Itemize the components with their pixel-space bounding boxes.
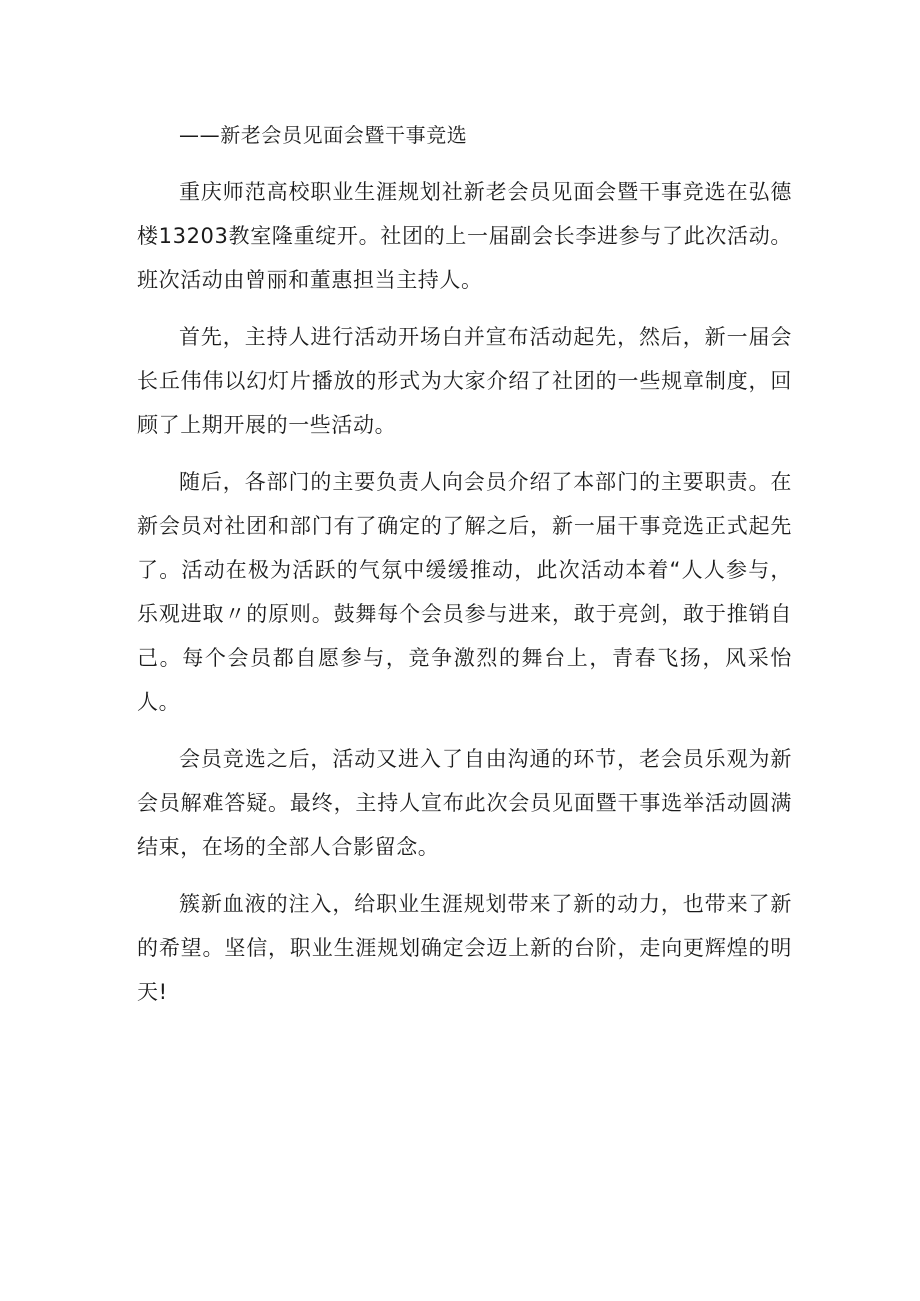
paragraph-election: 随后，各部门的主要负责人向会员介绍了本部门的主要职责。在新会员对社团和部门有了确定的了解之后，新一届干事竞选正式起先了。活动在极为活跃的气氛中缓缓推动，此次活动本着“人人参与，乐观进取〃的原则。鼓舞每个会员参与进来，敢于亮剑，敢于推销自己。每个会员都自愿参与，竞争激烈的舞台上，青春飞扬，风采怡人。 — [137, 470, 792, 714]
document-body — [137, 118, 792, 1027]
document-subtitle: ——新老会员见面会暨干事竞选 — [179, 123, 468, 147]
paragraph-closing: 簇新血液的注入，给职业生涯规划带来了新的动力，也带来了新的希望。坚信，职业生涯规划确定会迈上新的台阶，走向更辉煌的明天! — [137, 892, 792, 1004]
paragraph-opening: 重庆师范高校职业生涯规划社新老会员见面会暨干事竞选在弘德楼13203教室隆重绽开。社团的上一届副会长李进参与了此次活动。班次活动由曾丽和董惠担当主持人。 — [137, 180, 792, 292]
paragraph-introduction: 首先，主持人进行活动开场白并宣布活动起先，然后，新一届会长丘伟伟以幻灯片播放的形式为大家介绍了社团的一些规章制度，回顾了上期开展的一些活动。 — [137, 325, 792, 437]
paragraph-communication: 会员竞选之后，活动又进入了自由沟通的环节，老会员乐观为新会员解难答疑。最终，主持人宣布此次会员见面暨干事选举活动圆满结束，在场的全部人合影留念。 — [137, 747, 792, 859]
